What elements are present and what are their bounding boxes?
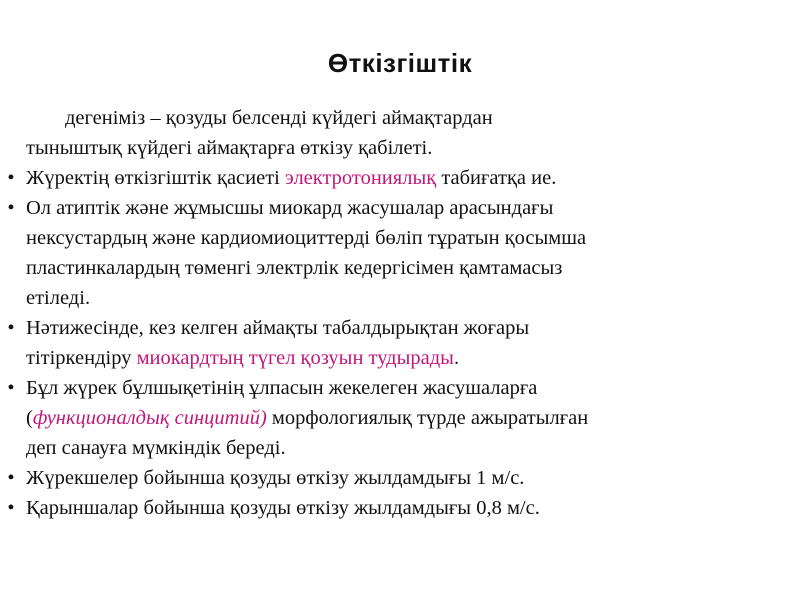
bullet-item-4: [7, 373, 792, 403]
bullet-item-3: [7, 313, 792, 343]
bullet-continuation: деп санауға мүмкіндік береді.: [26, 437, 286, 459]
bullet-item-2: [7, 193, 792, 223]
bullet-continuation: етіледі.: [26, 287, 91, 309]
bullet-text: (: [26, 407, 33, 429]
bullet-text: Бұл жүрек бұлшықетінің ұлпасын жекелеген жасушаларға: [26, 377, 538, 399]
bullet-text: Қарыншалар бойынша қозуды өткізу жылдамдығы 0,8 м/с.: [26, 497, 540, 519]
bullet-continuation: нексустардың және кардиомиоциттерді бөліп тұратын қосымша: [26, 227, 587, 249]
highlighted-term: миокардтың түгел қозуын тудырады: [136, 347, 454, 369]
bullet-item-5: [7, 463, 792, 493]
bullet-text: морфологиялық түрде ажыратылған: [266, 407, 589, 429]
page-title: Өткізгіштік: [327, 48, 473, 78]
bullet-marker: •: [7, 167, 15, 189]
bullet-text: Ол атиптік және жұмысшы миокард жасушалар арасындағы: [26, 197, 554, 219]
highlighted-term: функционалдық синцитий): [32, 407, 267, 429]
intro-line-2: тыныштық күйдегі аймақтарға өткізу қабілеті.: [26, 137, 433, 159]
bullet-marker: •: [7, 377, 15, 399]
bullet-text: тітіркендіру: [26, 347, 137, 369]
bullet-item-6: [7, 493, 792, 523]
highlighted-term: электротониялық: [285, 167, 437, 189]
bullet-marker: •: [7, 317, 15, 339]
bullet-continuation: [22, 343, 792, 373]
bullet-text: табиғатқа ие.: [436, 167, 557, 189]
bullet-continuation: [22, 403, 792, 433]
bullet-text: Нәтижесінде, кез келген аймақты табалдырықтан жоғары: [26, 317, 530, 339]
bullet-marker: •: [7, 497, 15, 519]
intro-line-1: дегеніміз – қозуды белсенді күйдегі аймақтардан: [65, 107, 493, 129]
bullet-text: Жүрекшелер бойынша қозуды өткізу жылдамдығы 1 м/с.: [26, 467, 525, 489]
bullet-item-1: [7, 163, 792, 193]
slide-body: [7, 103, 792, 523]
bullet-text: .: [453, 347, 460, 369]
bullet-text: Жүректің өткізгіштік қасиеті: [26, 167, 286, 189]
bullet-continuation: пластинкалардың төменгі электрлік кедергісімен қамтамасыз: [26, 257, 563, 279]
bullet-marker: •: [7, 467, 15, 489]
bullet-marker: •: [7, 197, 15, 219]
